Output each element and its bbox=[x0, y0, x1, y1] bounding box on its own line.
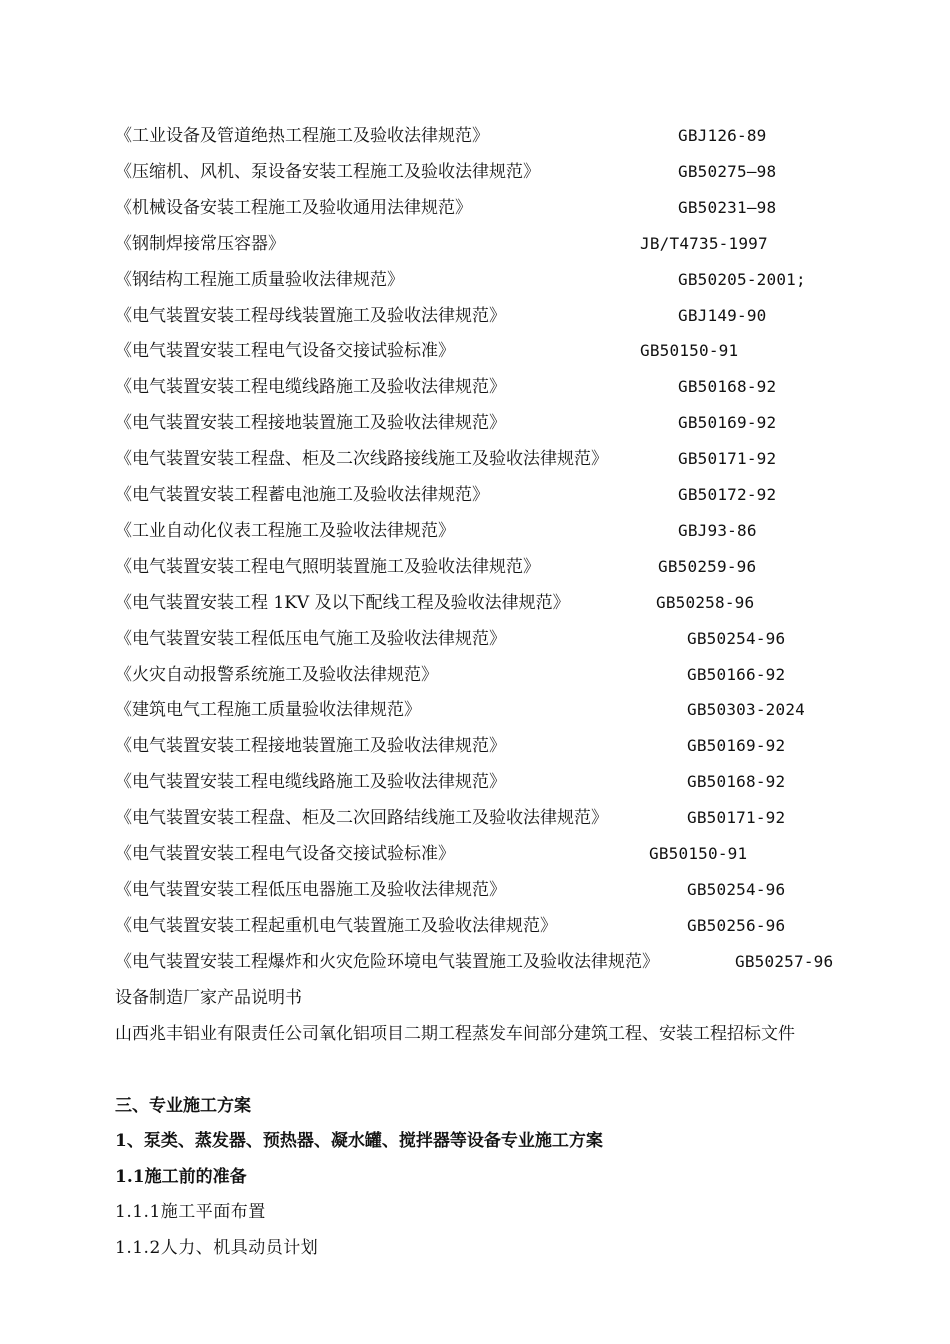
standard-title: 《电气装置安装工程电缆线路施工及验收法律规范》 bbox=[115, 377, 506, 398]
standard-title: 《电气装置安装工程低压电器施工及验收法律规范》 bbox=[115, 879, 506, 900]
standard-code: GB50169-92 bbox=[687, 736, 786, 756]
standard-title: 《电气装置安装工程蓄电池施工及验收法律规范》 bbox=[115, 485, 489, 505]
standard-title: 《火灾自动报警系统施工及验收法律规范》 bbox=[115, 664, 438, 685]
standard-title: 《工业设备及管道绝热工程施工及验收法律规范》 bbox=[115, 126, 489, 146]
standard-code: JB/T4735-1997 bbox=[640, 233, 768, 253]
standard-title: 《电气装置安装工程电气照明装置施工及验收法律规范》 bbox=[115, 556, 540, 577]
standard-title: 《工业自动化仪表工程施工及验收法律规范》 bbox=[115, 520, 455, 541]
item-plan-layout: 1.1.1施工平面布置 bbox=[115, 1202, 266, 1222]
standard-code: GB50169-92 bbox=[678, 413, 777, 433]
standard-code: GB50205-2001; bbox=[678, 269, 806, 289]
standard-code: GB50171-92 bbox=[687, 808, 786, 828]
standard-code: GB50275—98 bbox=[678, 161, 777, 181]
standard-code: GBJ93-86 bbox=[678, 520, 757, 540]
standard-title: 《电气装置安装工程母线装置施工及验收法律规范》 bbox=[115, 305, 506, 326]
standard-code: GB50150-91 bbox=[649, 844, 748, 863]
standard-code: GB50303-2024 bbox=[687, 700, 805, 720]
standard-title: 《电气装置安装工程 1KV 及以下配线工程及验收法律规范》 bbox=[115, 592, 570, 613]
standard-title: 《电气装置安装工程电气设备交接试验标准》 bbox=[115, 844, 455, 864]
standard-code: GB50171-92 bbox=[678, 449, 777, 469]
standard-title: 《电气装置安装工程盘、柜及二次线路接线施工及验收法律规范》 bbox=[115, 449, 608, 470]
standard-code: GB50254-96 bbox=[687, 628, 786, 648]
standard-code: GB50257-96 bbox=[735, 951, 834, 971]
standard-code: GB50256-96 bbox=[687, 915, 786, 935]
standard-code: GB50168-92 bbox=[687, 772, 786, 792]
standard-code: GB50258-96 bbox=[656, 592, 755, 612]
manufacturer-manual-line: 设备制造厂家产品说明书 bbox=[115, 988, 302, 1008]
section-heading: 三、专业施工方案 bbox=[115, 1096, 251, 1116]
item-mobilization-plan: 1.1.2人力、机具动员计划 bbox=[115, 1238, 319, 1258]
standard-code: GB50150-91 bbox=[640, 341, 739, 361]
standard-title: 《建筑电气工程施工质量验收法律规范》 bbox=[115, 700, 421, 721]
standard-code: GB50168-92 bbox=[678, 377, 777, 397]
standard-code: GB50254-96 bbox=[687, 879, 786, 899]
standard-code: GB50259-96 bbox=[658, 556, 757, 576]
standard-title: 《电气装置安装工程低压电气施工及验收法律规范》 bbox=[115, 628, 506, 649]
standard-title: 《电气装置安装工程接地装置施工及验收法律规范》 bbox=[115, 413, 506, 434]
tender-document-line: 山西兆丰铝业有限责任公司氧化铝项目二期工程蒸发车间部分建筑工程、安装工程招标文件 bbox=[115, 1024, 795, 1044]
standard-title: 《电气装置安装工程接地装置施工及验收法律规范》 bbox=[115, 736, 506, 757]
standard-code: GB50231—98 bbox=[678, 197, 777, 217]
standard-code: GBJ126-89 bbox=[678, 126, 767, 145]
standard-title: 《钢制焊接常压容器》 bbox=[115, 233, 285, 254]
standard-title: 《电气装置安装工程电气设备交接试验标准》 bbox=[115, 341, 455, 362]
standard-code: GB50166-92 bbox=[687, 664, 786, 684]
standard-code: GB50172-92 bbox=[678, 485, 777, 504]
standard-title: 《电气装置安装工程爆炸和火灾危险环境电气装置施工及验收法律规范》 bbox=[115, 951, 659, 972]
standard-title: 《电气装置安装工程起重机电气装置施工及验收法律规范》 bbox=[115, 915, 557, 936]
standard-title: 《电气装置安装工程盘、柜及二次回路结线施工及验收法律规范》 bbox=[115, 808, 608, 829]
standard-code: GBJ149-90 bbox=[678, 305, 767, 325]
subsection-heading: 1、泵类、蒸发器、预热器、凝水罐、搅拌器等设备专业施工方案 bbox=[115, 1131, 603, 1151]
subsubsection-heading: 1.1施工前的准备 bbox=[115, 1167, 247, 1187]
standard-title: 《钢结构工程施工质量验收法律规范》 bbox=[115, 269, 404, 290]
standard-title: 《压缩机、风机、泵设备安装工程施工及验收法律规范》 bbox=[115, 161, 540, 182]
standard-title: 《电气装置安装工程电缆线路施工及验收法律规范》 bbox=[115, 772, 506, 793]
standard-title: 《机械设备安装工程施工及验收通用法律规范》 bbox=[115, 197, 472, 218]
